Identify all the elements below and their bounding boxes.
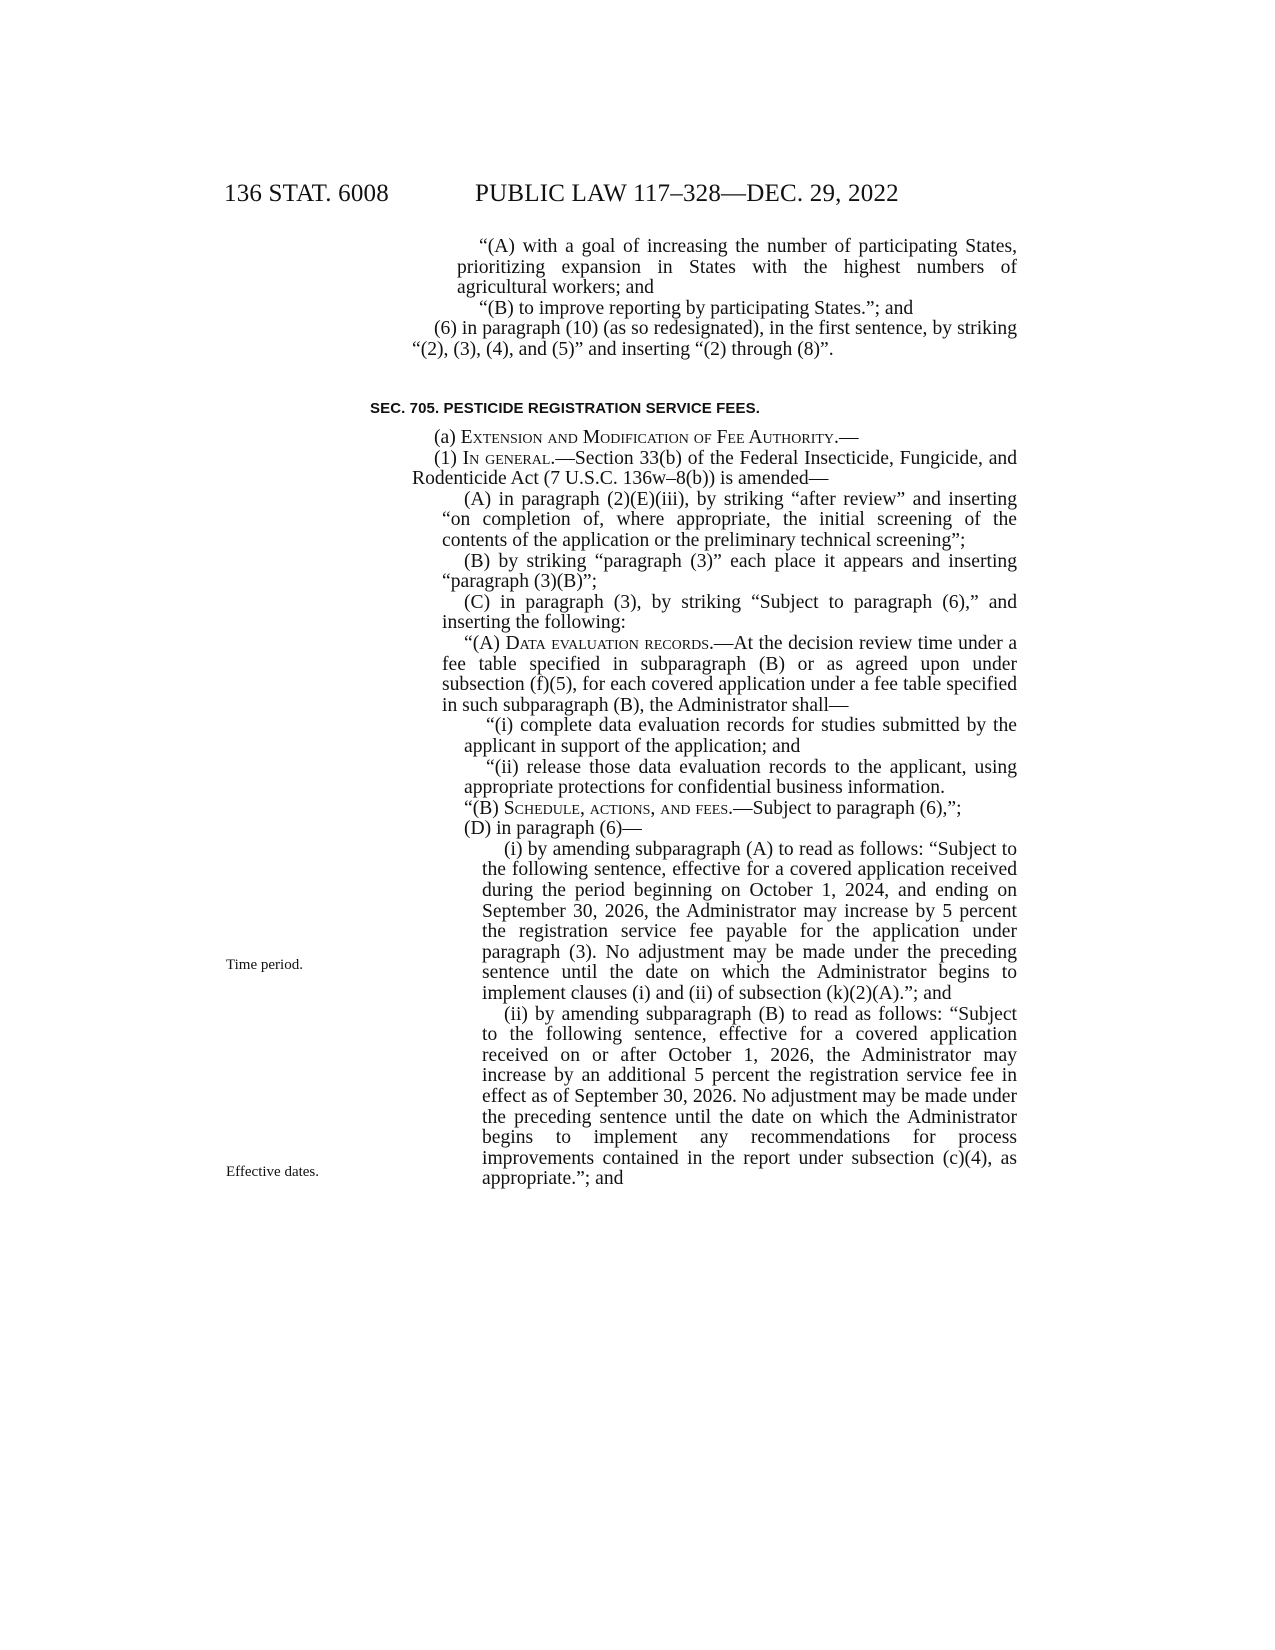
running-header: PUBLIC LAW 117–328—DEC. 29, 2022	[475, 180, 899, 207]
margin-note-effective-dates: Effective dates.	[226, 1164, 320, 1180]
subsection-a-prefix: (a)	[434, 427, 461, 448]
paragraph-1-heading: In general.	[462, 447, 556, 469]
paragraph-6: (6) in paragraph (10) (as so redesignated), in the first sentence, by striking “(2), (3), (4), and (5)” and inserting “(2) through (8)”.	[412, 318, 1017, 360]
quoted-A-text: —At the decision review time under a fee table specified in subparagraph (B) or as agreed upon under subsection (f)(5), for each covered application under a fee table specified in such subparagraph (B), the Administrator shall—	[442, 632, 1018, 716]
subparagraph-D-clause-i: (i) by amending subparagraph (A) to read as follows: “Subject to the following sentence, effective for a covered application received during the period beginning on October 1, 2024, and ending on September 30, 2026, the Administrator may increase by 5 percent the registration service fee payable for the application under paragraph (3). No adjustment may be made under the preceding sentence until the date on which the Administrator begins to implement clauses (i) and (ii) of subsection (k)(2)(A).”; and	[482, 838, 1017, 1005]
paragraph-1-text: —Section 33(b) of the Federal Insecticide, Fungicide, and Rodenticide Act (7 U.S.C. 136w–8(b)) is amended—	[412, 447, 1018, 490]
paragraph-1	[412, 449, 1017, 490]
quoted-B-prefix: “(B)	[464, 797, 504, 819]
quoted-clause-i: “(i) complete data evaluation records for studies submitted by the applicant in support of the application; and	[464, 715, 1017, 757]
subparagraph-D: (D) in paragraph (6)—	[464, 818, 642, 840]
subparagraph-D-clause-ii: (ii) by amending subparagraph (B) to read as follows: “Subject to the following sentence, effective for a covered application received on or after October 1, 2026, the Administrator may increase by an additional 5 percent the registration service fee in effect as of September 30, 2026. No adjustment may be made under the preceding sentence until the date on which the Administrator begins to implement any recommendations for process improvements contained in the report under subsection (c)(4), as appropriate.”; and	[482, 1003, 1017, 1190]
quoted-clause-ii: “(ii) release those data evaluation records to the applicant, using appropriate protections for confidential business information.	[464, 756, 1017, 799]
top-text-block	[412, 237, 1017, 361]
subparagraph-C: (C) in paragraph (3), by striking “Subject to paragraph (6),” and inserting the following:	[442, 591, 1017, 634]
paragraph-1-prefix: (1)	[434, 447, 463, 469]
section-heading: SEC. 705. PESTICIDE REGISTRATION SERVICE FEES.	[370, 400, 760, 417]
subparagraph-B: (B) by striking “paragraph (3)” each place it appears and inserting “paragraph (3)(B)”;	[442, 550, 1017, 593]
quoted-subparagraph-A	[412, 634, 1017, 716]
section-body	[412, 428, 1017, 1190]
subsection-a-dash: —	[838, 427, 859, 448]
quoted-B-text: —Subject to paragraph (6),”;	[733, 797, 962, 819]
quoted-subparagraph-B	[412, 799, 1017, 820]
paragraph-improve-reporting: “(B) to improve reporting by participating States.”; and	[479, 297, 914, 319]
subsection-a-heading: Extension and Modification of Fee Authority.	[460, 427, 839, 448]
margin-note-time-period: Time period.	[226, 957, 303, 973]
subsection-a	[412, 428, 1017, 449]
quoted-B-heading: Schedule, actions, and fees.	[503, 797, 734, 819]
paragraph-goal: “(A) with a goal of increasing the number of participating States, prioritizing expansion in States with the highest numbers of agricultural workers; and	[457, 236, 1017, 299]
page-stat-citation: 136 STAT. 6008	[224, 180, 389, 207]
quoted-A-prefix: “(A)	[464, 632, 506, 654]
subparagraph-A: (A) in paragraph (2)(E)(iii), by striking “after review” and inserting “on completion of, where appropriate, the initial screening of the contents of the application or the preliminary technical screening”;	[442, 488, 1017, 551]
quoted-A-heading: Data evaluation records.	[505, 632, 714, 654]
